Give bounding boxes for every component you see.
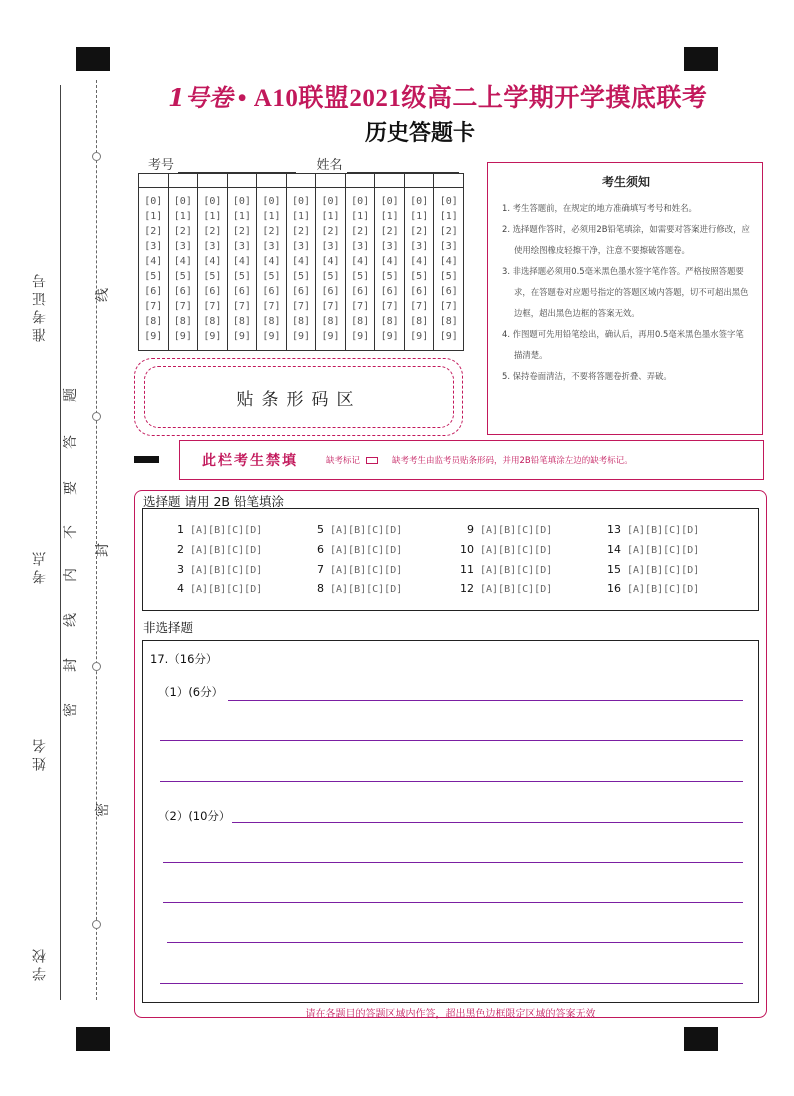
answer-line[interactable] (160, 781, 743, 782)
name-label: 姓名 (32, 735, 48, 771)
instruction-item: 1. 考生答题前，在规定的地方准确填写考号和姓名。 (502, 203, 697, 213)
digit-bubble[interactable]: [5] (321, 271, 340, 282)
mc-question-number: 12 (460, 582, 474, 595)
answer-line[interactable] (232, 822, 743, 823)
digit-bubble[interactable]: [8] (321, 316, 340, 327)
digit-bubble[interactable]: [6] (410, 286, 429, 297)
digit-column (375, 174, 405, 350)
digit-bubble[interactable]: [7] (262, 301, 281, 312)
mc-question[interactable] (458, 582, 552, 595)
digit-bubble[interactable]: [9] (262, 331, 281, 342)
digit-bubble[interactable]: [6] (321, 286, 340, 297)
digit-bubble[interactable]: [6] (144, 286, 163, 297)
mc-option-bubbles[interactable]: [A][B][C][D] (627, 545, 700, 556)
mc-question[interactable] (605, 543, 699, 556)
digit-bubble[interactable]: [6] (439, 286, 458, 297)
alignment-mark-bottom-left (76, 1027, 110, 1051)
digit-bubble[interactable]: [5] (144, 271, 163, 282)
question-17-part-2-label: （2）(10分） (158, 809, 231, 823)
digit-bubble[interactable]: [4] (321, 256, 340, 267)
digit-bubble[interactable]: [0] (321, 196, 340, 207)
mc-question-number: 5 (317, 523, 324, 536)
mc-question[interactable] (458, 543, 552, 556)
digit-bubble[interactable]: [1] (173, 211, 192, 222)
digit-bubble[interactable]: [8] (203, 316, 222, 327)
digit-bubble[interactable]: [4] (380, 256, 399, 267)
seal-char: 答 (63, 435, 79, 449)
digit-bubble[interactable]: [0] (173, 196, 192, 207)
mc-question-number: 10 (460, 543, 474, 556)
digit-bubble[interactable]: [8] (410, 316, 429, 327)
digit-bubble[interactable]: [3] (321, 241, 340, 252)
binding-hole (92, 920, 101, 929)
digit-write-box[interactable] (346, 174, 375, 188)
digit-bubble[interactable]: [2] (262, 226, 281, 237)
instructions-box (487, 162, 763, 435)
student-name-label: 姓名 (316, 158, 343, 173)
instruction-item: 3. 非选择题必须用0.5毫米黑色墨水签字笔作答。严格按照答题要求，在答题卷对应题号指定的答题区域内答题，切不可超出黑色边框，超出黑色边框的答案无效。 (502, 266, 749, 318)
instruction-item: 4. 作图题可先用铅笔绘出，确认后，再用0.5毫米黑色墨水签字笔描清楚。 (502, 329, 744, 360)
mc-question-number: 8 (317, 582, 324, 595)
answer-line[interactable] (167, 942, 743, 943)
digit-bubble[interactable]: [1] (291, 211, 311, 222)
mc-question-number: 4 (177, 582, 184, 595)
digit-column (228, 174, 258, 350)
digit-bubble[interactable]: [0] (291, 196, 311, 207)
digit-bubble[interactable]: [4] (262, 256, 281, 267)
digit-bubble[interactable]: [9] (321, 331, 340, 342)
digit-column (139, 174, 169, 350)
student-name-field[interactable] (347, 159, 459, 173)
digit-bubble[interactable]: [7] (232, 301, 251, 312)
digit-bubble[interactable]: [9] (380, 331, 399, 342)
barcode-area: 贴条形码区 (144, 366, 454, 428)
digit-bubble[interactable]: [7] (321, 301, 340, 312)
mc-question-number: 9 (467, 523, 474, 536)
digit-bubble[interactable]: [3] (410, 241, 429, 252)
digit-bubble[interactable]: [4] (173, 256, 192, 267)
digit-bubble[interactable]: [5] (410, 271, 429, 282)
digit-bubble[interactable]: [0] (439, 196, 458, 207)
digit-bubble[interactable]: [9] (439, 331, 458, 342)
digit-write-box[interactable] (405, 174, 434, 188)
prohibited-title: 此栏考生禁填 (202, 453, 298, 469)
digit-bubble[interactable]: [9] (232, 331, 251, 342)
mc-question[interactable] (168, 563, 262, 576)
digit-bubble[interactable]: [7] (291, 301, 311, 312)
mc-option-bubbles[interactable]: [A][B][C][D] (190, 565, 263, 576)
digit-bubble[interactable]: [6] (173, 286, 192, 297)
venue-label: 考点 (32, 548, 48, 584)
digit-bubble[interactable]: [1] (144, 211, 163, 222)
digit-bubble[interactable]: [3] (439, 241, 458, 252)
digit-bubble[interactable]: [2] (144, 226, 163, 237)
mc-option-bubbles[interactable]: [A][B][C][D] (480, 545, 553, 556)
digit-bubble[interactable]: [1] (410, 211, 429, 222)
seal-char: 密 (95, 803, 111, 817)
digit-bubble[interactable]: [0] (232, 196, 251, 207)
seal-char: 封 (63, 658, 79, 672)
mc-question-number: 15 (607, 563, 621, 576)
digit-bubble[interactable]: [5] (380, 271, 399, 282)
seal-char: 题 (63, 388, 79, 402)
digit-bubble[interactable]: [4] (232, 256, 251, 267)
digit-bubble[interactable]: [2] (203, 226, 222, 237)
digit-bubble[interactable]: [7] (144, 301, 163, 312)
mc-question-number: 14 (607, 543, 621, 556)
digit-column (198, 174, 228, 350)
mc-question[interactable] (458, 563, 552, 576)
digit-write-box[interactable] (434, 174, 463, 188)
instruction-item: 5. 保持卷面清洁，不要将答题卷折叠、弄破。 (502, 371, 672, 381)
digit-bubble[interactable]: [2] (351, 226, 370, 237)
mc-question-number: 3 (177, 563, 184, 576)
digit-bubble[interactable]: [8] (291, 316, 311, 327)
admission-number-label: 准考证号 (32, 270, 48, 342)
digit-bubble[interactable]: [7] (351, 301, 370, 312)
question-17-part-1-label: （1）(6分） (158, 685, 224, 699)
digit-column (316, 174, 346, 350)
mc-question[interactable] (168, 582, 262, 595)
mc-question[interactable] (458, 523, 552, 536)
digit-bubble[interactable]: [1] (439, 211, 458, 222)
digit-bubble[interactable]: [1] (380, 211, 399, 222)
mc-question[interactable] (308, 523, 402, 536)
mc-question[interactable] (308, 582, 402, 595)
digit-bubble[interactable]: [0] (203, 196, 222, 207)
mc-question[interactable] (308, 563, 402, 576)
mc-question[interactable] (605, 582, 699, 595)
digit-bubble[interactable]: [7] (203, 301, 222, 312)
digit-bubble[interactable]: [0] (144, 196, 163, 207)
digit-bubble[interactable]: [2] (173, 226, 192, 237)
digit-column (287, 174, 317, 350)
digit-bubble[interactable]: [8] (262, 316, 281, 327)
mc-question-number: 6 (317, 543, 324, 556)
digit-bubble[interactable]: [8] (232, 316, 251, 327)
digit-bubble[interactable]: [3] (232, 241, 251, 252)
brand-logo: 1号卷 (168, 83, 233, 112)
info-row (148, 154, 459, 173)
exam-title: • A10联盟2021级高二上学期开学摸底联考 (237, 85, 708, 112)
footer-warning: 请在各题目的答题区域内作答，超出黑色边框限定区域的答案无效 (305, 1009, 596, 1020)
mc-question-number: 16 (607, 582, 621, 595)
digit-write-box[interactable] (257, 174, 286, 188)
alignment-mark-top-right (684, 47, 718, 71)
digit-bubble[interactable]: [4] (291, 256, 311, 267)
mc-option-bubbles[interactable]: [A][B][C][D] (190, 584, 263, 595)
digit-bubble[interactable]: [4] (144, 256, 163, 267)
mc-option-bubbles[interactable]: [A][B][C][D] (330, 545, 403, 556)
alignment-mark-top-left (76, 47, 110, 71)
digit-write-box[interactable] (287, 174, 316, 188)
binding-hole (92, 412, 101, 421)
mc-option-bubbles[interactable]: [A][B][C][D] (190, 525, 263, 536)
mc-question[interactable] (605, 563, 699, 576)
prohibited-area (179, 440, 764, 480)
digit-write-box[interactable] (139, 174, 168, 188)
binding-hole (92, 662, 101, 671)
digit-bubble[interactable]: [2] (439, 226, 458, 237)
seal-char: 线 (95, 288, 111, 302)
digit-bubble[interactable]: [9] (291, 331, 311, 342)
digit-write-box[interactable] (228, 174, 257, 188)
digit-bubble[interactable]: [4] (410, 256, 429, 267)
answer-line[interactable] (160, 740, 743, 741)
mc-option-bubbles[interactable]: [A][B][C][D] (330, 525, 403, 536)
digit-bubble[interactable]: [3] (203, 241, 222, 252)
digit-bubble[interactable]: [4] (351, 256, 370, 267)
answer-line[interactable] (163, 862, 743, 863)
mc-question-number: 2 (177, 543, 184, 556)
digit-bubble[interactable]: [1] (232, 211, 251, 222)
digit-bubble[interactable]: [7] (380, 301, 399, 312)
mc-option-bubbles[interactable]: [A][B][C][D] (330, 565, 403, 576)
margin-line-left (60, 85, 61, 1000)
digit-bubble[interactable]: [7] (410, 301, 429, 312)
mc-question[interactable] (605, 523, 699, 536)
mc-option-bubbles[interactable]: [A][B][C][D] (190, 545, 263, 556)
digit-bubble[interactable]: [2] (321, 226, 340, 237)
exam-number-label: 考号 (148, 158, 175, 173)
mc-question-number: 13 (607, 523, 621, 536)
digit-bubble[interactable]: [2] (410, 226, 429, 237)
margin-line-dashed (96, 80, 97, 1000)
digit-bubble[interactable]: [8] (439, 316, 458, 327)
digit-write-box[interactable] (169, 174, 198, 188)
mc-question[interactable] (168, 523, 262, 536)
card-title: 历史答题卡 (364, 120, 475, 146)
mc-question-number: 11 (460, 563, 474, 576)
mc-option-bubbles[interactable]: [A][B][C][D] (480, 584, 553, 595)
digit-bubble[interactable]: [1] (321, 211, 340, 222)
absent-mark-box[interactable] (366, 457, 378, 464)
exam-number-grid (138, 173, 464, 351)
digit-bubble[interactable]: [8] (144, 316, 163, 327)
digit-bubble[interactable]: [2] (232, 226, 251, 237)
mc-option-bubbles[interactable]: [A][B][C][D] (480, 565, 553, 576)
digit-bubble[interactable]: [3] (380, 241, 399, 252)
digit-bubble[interactable]: [8] (380, 316, 399, 327)
answer-line[interactable] (160, 983, 743, 984)
mc-question-number: 1 (177, 523, 184, 536)
digit-bubble[interactable]: [9] (410, 331, 429, 342)
digit-bubble[interactable]: [5] (232, 271, 251, 282)
mc-question[interactable] (308, 543, 402, 556)
digit-bubble[interactable]: [8] (351, 316, 370, 327)
mc-option-bubbles[interactable]: [A][B][C][D] (330, 584, 403, 595)
seal-char: 密 (63, 703, 79, 717)
digit-bubble[interactable]: [6] (380, 286, 399, 297)
digit-column (346, 174, 376, 350)
digit-write-box[interactable] (316, 174, 345, 188)
school-label: 学校 (32, 945, 48, 981)
mc-section-label: 选择题 请用 2B 铅笔填涂 (143, 494, 284, 509)
digit-bubble[interactable]: [6] (232, 286, 251, 297)
mc-question-number: 7 (317, 563, 324, 576)
digit-bubble[interactable]: [3] (351, 241, 370, 252)
mc-question[interactable] (168, 543, 262, 556)
digit-bubble[interactable]: [3] (262, 241, 281, 252)
mc-option-bubbles[interactable]: [A][B][C][D] (627, 584, 700, 595)
digit-bubble[interactable]: [8] (173, 316, 192, 327)
exam-number-field[interactable] (178, 159, 296, 173)
alignment-dash (134, 456, 159, 463)
digit-bubble[interactable]: [7] (439, 301, 458, 312)
exam-header (168, 78, 707, 112)
absent-mark-label: 缺考标记 (326, 456, 361, 466)
digit-bubble[interactable]: [1] (351, 211, 370, 222)
digit-bubble[interactable]: [5] (439, 271, 458, 282)
digit-bubble[interactable]: [6] (262, 286, 281, 297)
digit-bubble[interactable]: [4] (439, 256, 458, 267)
mc-option-bubbles[interactable]: [A][B][C][D] (480, 525, 553, 536)
answer-line[interactable] (163, 902, 743, 903)
digit-bubble[interactable]: [5] (262, 271, 281, 282)
digit-bubble[interactable]: [2] (291, 226, 311, 237)
instructions-title: 考生须知 (601, 175, 650, 189)
mc-option-bubbles[interactable]: [A][B][C][D] (627, 565, 700, 576)
digit-bubble[interactable]: [3] (291, 241, 311, 252)
digit-bubble[interactable]: [9] (203, 331, 222, 342)
absent-mark-note: 缺考考生由监考员贴条形码，并用2B铅笔填涂左边的缺考标记。 (392, 456, 633, 466)
digit-bubble[interactable]: [1] (203, 211, 222, 222)
alignment-mark-bottom-right (684, 1027, 718, 1051)
digit-bubble[interactable]: [2] (380, 226, 399, 237)
digit-write-box[interactable] (198, 174, 227, 188)
digit-bubble[interactable]: [5] (203, 271, 222, 282)
digit-bubble[interactable]: [9] (173, 331, 192, 342)
digit-column (257, 174, 287, 350)
digit-bubble[interactable]: [5] (351, 271, 370, 282)
digit-bubble[interactable]: [6] (203, 286, 222, 297)
digit-bubble[interactable]: [4] (203, 256, 222, 267)
digit-bubble[interactable]: [6] (351, 286, 370, 297)
digit-bubble[interactable]: [5] (173, 271, 192, 282)
digit-bubble[interactable]: [0] (262, 196, 281, 207)
digit-bubble[interactable]: [6] (291, 286, 311, 297)
binding-hole (92, 152, 101, 161)
digit-bubble[interactable]: [9] (144, 331, 163, 342)
subjective-section-label: 非选择题 (143, 620, 194, 635)
seal-char: 线 (63, 613, 79, 627)
digit-bubble[interactable]: [9] (351, 331, 370, 342)
digit-bubble[interactable]: [0] (351, 196, 370, 207)
digit-bubble[interactable]: [3] (144, 241, 163, 252)
digit-write-box[interactable] (375, 174, 404, 188)
seal-char: 内 (63, 568, 79, 582)
answer-line[interactable] (228, 700, 743, 701)
digit-column (434, 174, 463, 350)
mc-option-bubbles[interactable]: [A][B][C][D] (627, 525, 700, 536)
digit-bubble[interactable]: [7] (173, 301, 192, 312)
seal-char: 要 (63, 481, 79, 495)
digit-bubble[interactable]: [0] (410, 196, 429, 207)
digit-bubble[interactable]: [1] (262, 211, 281, 222)
seal-char: 封 (95, 543, 111, 557)
digit-column (405, 174, 435, 350)
instruction-item: 2. 选择题作答时，必须用2B铅笔填涂，如需要对答案进行修改，应使用绘图橡皮轻擦干净，注意不要擦破答题卷。 (502, 224, 750, 255)
question-17-label: 17.（16分） (150, 652, 218, 666)
seal-char: 不 (63, 525, 79, 539)
digit-column (169, 174, 199, 350)
digit-bubble[interactable]: [5] (291, 271, 311, 282)
digit-bubble[interactable]: [3] (173, 241, 192, 252)
digit-bubble[interactable]: [0] (380, 196, 399, 207)
